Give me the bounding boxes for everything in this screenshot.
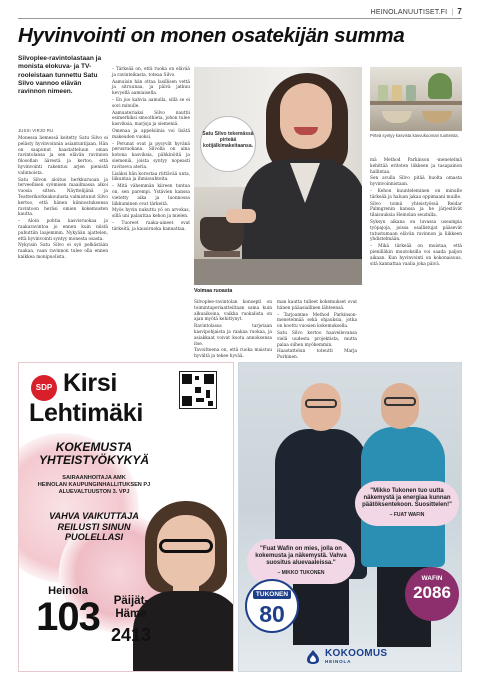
photo-caption-small: Pirteä syntyy kasvista kasvukuoman tuotteista. (370, 133, 459, 138)
photo-caption: Voimaa ruoasta (194, 288, 233, 294)
qr-code-icon[interactable] (179, 371, 217, 409)
paragraph: mä Method Parkinson -menetelmä kehittää eritoten liikkeen ja tasapainon hallintaa. (370, 158, 462, 175)
paragraph: Sen avulla Silvo pitää huolta omasta hyvinvoinnistaan. (370, 176, 462, 188)
ad-kokoomus[interactable] (238, 362, 462, 672)
regional-label: Päijät-Häme (113, 595, 149, 620)
photo-caption-bubble: Satu Silvo tekemässä pirteää kotijälkimakeitaansa. (200, 116, 256, 172)
article-column-3 (194, 300, 272, 361)
page-number: 7 (457, 7, 462, 16)
article-photo-food (370, 67, 462, 131)
quote-by-tukonen (247, 539, 355, 584)
paragraph: – Kehon kuunteleminen on minulle tärkeää ja haluan jakaa oppimaani muille. (370, 188, 462, 200)
article-column-1 (18, 136, 108, 262)
paragraph: Aamuisin hän ottaa lasillisen vettä ja sitruunaa, ja päivä jatkuu kevyellä aamiaisella. (112, 79, 190, 97)
article-headline: Hyvinvointi on monen osatekijän summa (18, 24, 405, 47)
article-photo-satu-silvo (194, 67, 362, 285)
paragraph: – Tarjoamme Method Parkinson-menetelmää sekä ohjauksia, jotka on koottu vuosien kokemuksella. (277, 312, 357, 330)
paragraph: Ravintolassa tarjotaan kasvipohjaista ja raakaa ruokaa, ja asiakkaat voivat koota annoksensa itse. (194, 324, 272, 347)
municipal-number: 103 (36, 595, 100, 639)
article-column-5 (370, 158, 462, 268)
paragraph: Syksyn aikana on luvassa useampia työpajoja, joissa osallistujat pääsevät tutustumaan elävän ravinnon ja liikkeen yhdistelmään. (370, 219, 462, 243)
quote-by-wafin (355, 481, 459, 526)
page-header: HEINOLANUUTISET.FI | 7 (370, 7, 462, 16)
paragraph: Nykyisin Satu Silvo ei syö pelkästään raakaa, vaan ravinnon tulee olla ennen kaikkea monipuolista. (18, 243, 108, 260)
paragraph: Aamuateriaksi Silvo nauttii esimerkiksi smoothieta, johon tulee kasviksia, marjoja ja siemeniä. (112, 110, 190, 128)
candidate-number: 80 (259, 601, 285, 627)
paragraph: Satu Silvo kertoo haaveilevansa vielä uudesta projektista, mutta palaa siihen myöhemmin. (277, 330, 357, 348)
regional-number: 2413 (110, 625, 152, 645)
candidate-last-name: Lehtimäki (29, 399, 143, 427)
sdp-logo-icon: SDP (31, 375, 57, 401)
candidate-number-badge-wafin (405, 567, 459, 621)
candidate-number-badge-tukonen (245, 579, 299, 633)
quote-signature: – FUAT WAFIN (389, 511, 425, 518)
paragraph: Lisäksi hän korostaa riittävää unta, liikuntaa ja ihmissuhteita. (112, 171, 190, 183)
logo-subtext: HEINOLA (325, 659, 352, 664)
paragraph: man kautta tulleet kokemukset ovat hänen pääasiallinen lähteensä. (277, 300, 357, 311)
kokoomus-flame-icon (305, 649, 321, 665)
article-column-2 (112, 67, 190, 234)
kokoomus-logo[interactable] (305, 647, 401, 667)
paragraph: Silvo toimii yhteistyössä Reidar Palmgrenin kanssa ja he järjestävät tilaisuuksia Heinolan seudulla. (370, 201, 462, 219)
quote-text: "Fuat Wafin on mies, jolla on kokemusta ja näkemystä. Vahva suositus aluevaaleissa." (255, 546, 347, 567)
candidate-tukonen-figure (293, 577, 349, 645)
candidate-name: WAFIN (421, 575, 443, 582)
paragraph: Monessa liemessä keitetty Satu Silvo ei pelästy hyvinvoinnin asiantuntijaan. Hän on saapunut haastatteluun oman ravintolansa ja sen elävän ravinnon filosofian äärestä ja kertoo, että hyvinvointi rakentuu arjen pienistä valinnoista. (18, 136, 108, 176)
candidate-photo (139, 501, 234, 672)
ad-sdp-lehtimaki[interactable] (18, 362, 234, 672)
candidate-first-name: Kirsi (63, 369, 118, 397)
paragraph: – Mikä tärkeää on muistaa, että pienilläkin muutoksilla voi saada paljon aikaan. Kun hyvinvointi on kokonaisuus, sitä kannattaa vaalia joka päivä. (370, 244, 462, 267)
quote-text: "Mikko Tukonen tuo uutta näkemystä ja energiaa kunnan päätöksentekoon. Suosittelen!" (362, 488, 452, 509)
ad-slogan: KOKEMUSTA YHTEISTYÖKYKYÄ (38, 440, 149, 467)
candidate-number: 2086 (413, 583, 451, 602)
paragraph: – Tärkeää on, että ruoka on elävää ja ravinteikasta, toteaa Silvo. (112, 67, 190, 78)
paragraph: – Aloin pohtia kasvisruokaa ja raakaravintoa jo ennen kuin niistä puhuttiin laajemmin. Nykyään ajattelen, että hyvinvointi syntyy monesta osasta. (18, 219, 108, 242)
quote-signature: – MIKKO TUKONEN (277, 569, 325, 576)
paragraph: Omenaa ja appelsiinia voi lisätä makeuden vuoksi. (112, 128, 190, 140)
article-byline: JUSSI VIRJO RU (18, 128, 54, 133)
paragraph: Myös hyvin nukuttu yö on arvokas, sillä uni palauttaa kehon ja mielen. (112, 208, 190, 220)
article-lead: Silvoplee-ravintolastaan ja monista elokuva- ja TV-rooleistaan tunnettu Satu Silvo vannoo elävän ravinnon nimeen. (18, 55, 102, 96)
paragraph: Satu Silvon aloitus herkkuruoan ja terveellisen syömisen maailmassa alkoi vuosia sitten. Näyttelijänä ja Teatterikorkeakoulusta valmistunut Silvo kertoo, että hänen kiinnostuksensa ravintoon heräsi omien kokemusten kautta. (18, 177, 108, 218)
site-name[interactable]: HEINOLANUUTISET.FI (370, 9, 448, 16)
paragraph: – Tuoreet raaka-aineet ovat tärkeitä, ja kausiruoka kannattaa. (112, 220, 190, 232)
paragraph: Tavoitteena on, että ruoka maistuu hyvältä ja tekee hyvää. (194, 348, 272, 360)
paragraph: Silvoplee-ravintolan konsepti on toimintaperiaatteiltaan sama kuin alkuaikoina, vaikka ruokalista on ajan myötä kehittynyt. (194, 300, 272, 323)
candidate-credentials: SAIRAANHOITAJA AMK HEINOLAN KAUPUNGINHALLITUKSEN PJ ALUEVALTUUSTON 3. VPJ (37, 475, 151, 495)
paragraph: – En juo kahvia aamulla, sillä se ei sovi minulle. (112, 97, 190, 109)
paragraph: – Mitä vähemmän kiireen tuntua on, sen parempi. Ystävien kanssa vietetty aika ja luonnossa liikkuminen ovat tärkeitä. (112, 184, 190, 207)
article-column-4 (277, 300, 357, 362)
candidate-name: TUKONEN (253, 590, 291, 599)
header-divider (18, 18, 462, 19)
paragraph: Haastattelun toteutti Marja Purkinen. (277, 349, 357, 361)
logo-text: KOKOOMUS (325, 648, 388, 659)
municipal-label: Heinola (48, 585, 88, 597)
ad-motto: VAHVA VAIKUTTAJA REILUSTI SINUN PUOLELLASI (49, 511, 139, 542)
paragraph: – Perunat ovat ja pysyvät hyvänä perusruokana. Silvolla on aina kotona kasviksia, pähkinöitä ja siemeniä, joista syntyy nopeasti ravitseva ateria. (112, 141, 190, 170)
